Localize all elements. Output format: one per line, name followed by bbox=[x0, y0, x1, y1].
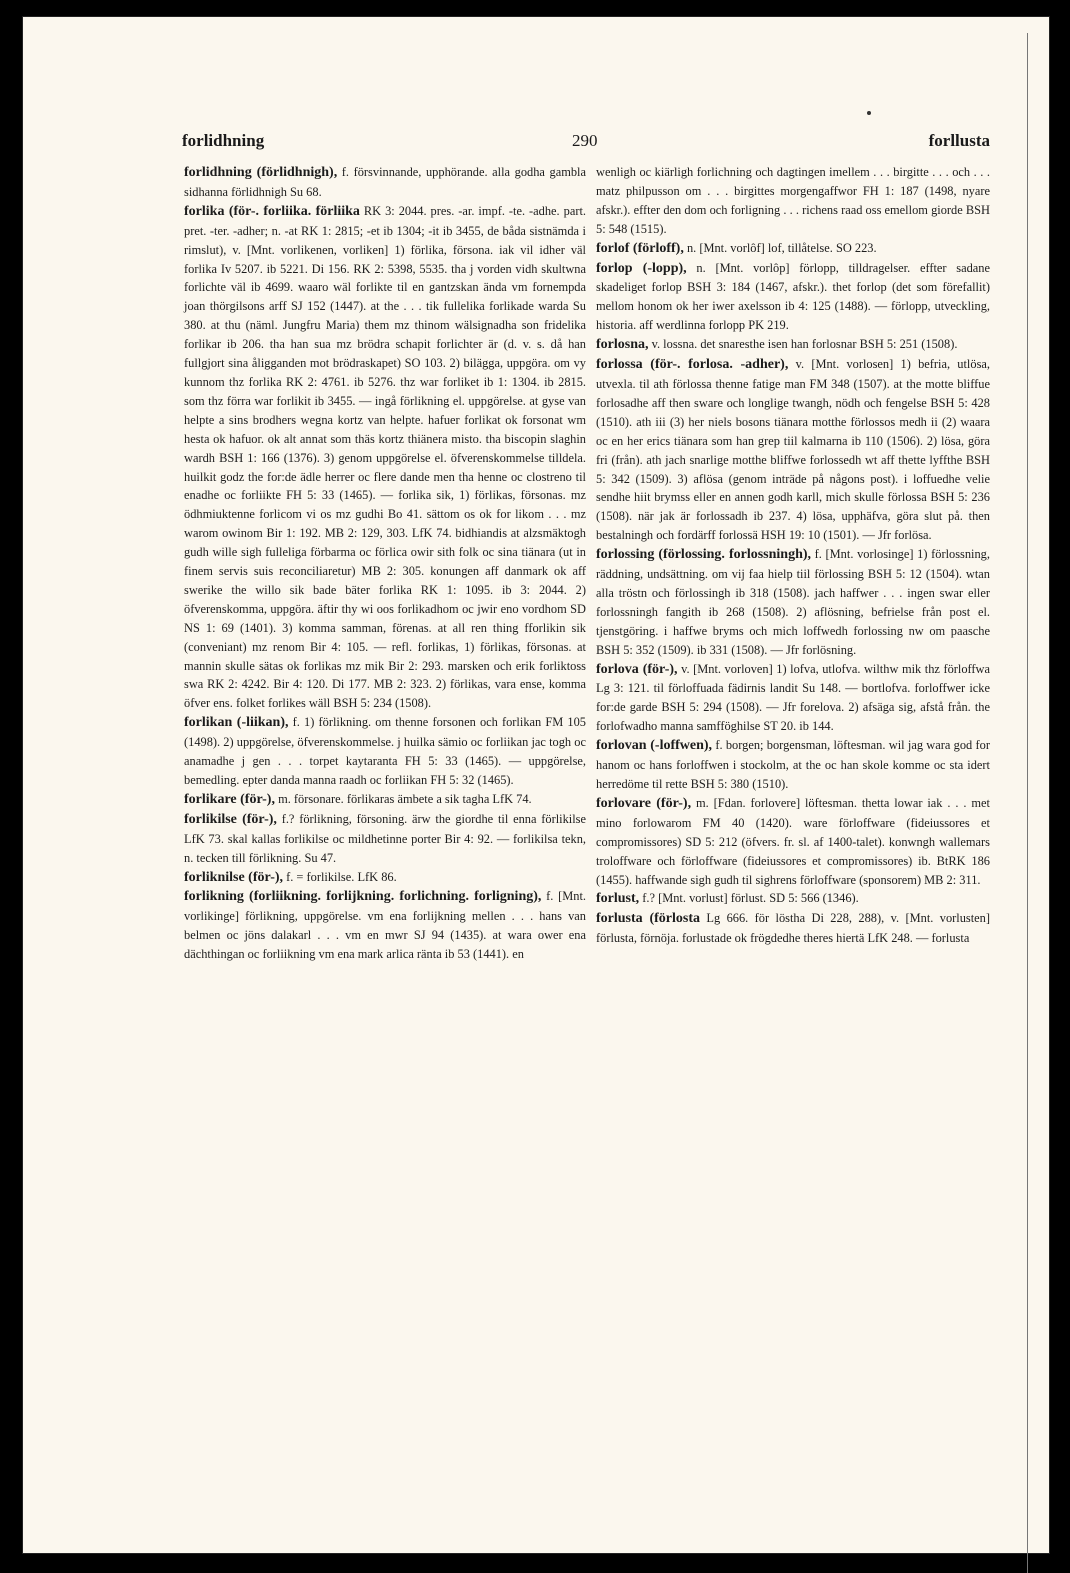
left-column bbox=[184, 163, 586, 964]
entry-headword: forlikilse (för-), bbox=[184, 811, 277, 827]
entry-headword: forlova (för-), bbox=[596, 661, 678, 677]
entry-text: v. [Mnt. vorloven] 1) lofva, utlofva. wilthw mik thz förloffwa Lg 3: 121. til förloffuada fädirnis landit Su 148. — bortlofva. forloffwer icke for:de garde BSH 5: 294 (1508). — Jfr forelova. 2) afsäga sig, afstå från. the forlofwadho manna samfföghilse ST 20. ib 144. bbox=[596, 661, 991, 734]
dictionary-entry bbox=[184, 790, 586, 810]
entry-headword: forlop (-lopp), bbox=[596, 260, 687, 276]
dictionary-entry bbox=[184, 868, 586, 888]
entry-headword: forlusta (förlosta bbox=[596, 911, 701, 927]
entry-text: f.? förlikning, försoning. ärw the giordhe til enna förlikilse LfK 73. skal kallas forlikilse oc mildhetinne porter Bir 4: 92. — forlikilsa tekn, n. tecken till förlikning. Su 47. bbox=[184, 811, 586, 865]
page-speck bbox=[867, 111, 871, 115]
entry-text: v. [Mnt. vorlosen] 1) befria, utlösa, utvexla. til ath förlossa thenne fatige man FM 348 (1507). at the motte bliffue forlosadhe aff then sware och longlige twangh, nödh och fengelse BSH 5: 428 (1510). ath iii (3) her niels bosons tiänara motthe förlossos medh ii (2) waara oc en her erics tiänara som han grep tiil kalmarna ib 110 (1506). 2) lösa, göra fri (från). ath jach snarlige motthe bliffwe forlossedh wt aff thette lyffthe BSH 5: 342 (1509). 3) aflösa (genom inträde på någons post). i loffuedhe velie sendhe hiit brymss eller en annen godh karll, mich skulle förlossa BSH 5: 236 (1508). när jak är forlossadh ib 237. 4) lösa, upphäfva, göra slut på. then bestalningh och fordärff forlossä HSH 19: 10 (1501). — Jfr forlösa. bbox=[596, 357, 990, 543]
dictionary-entry bbox=[596, 736, 990, 794]
entry-headword: forlovare (för-), bbox=[596, 795, 692, 811]
entry-text: n. [Mnt. vorlôf] lof, tillåtelse. SO 223. bbox=[683, 240, 877, 255]
entry-headword: forlidhning (förlidhnigh), bbox=[184, 165, 338, 180]
entry-text: f. [Mnt. vorlikinge] förlikning, uppgörelse. vm ena forlijkning mellen . . . hans van belmen oc jöns dalakarl . . . vm en mwr SJ 94 (1435). at wara ower ena dächthingan oc forliikning vm ena mark arlica ränta ib 53 (1441). en bbox=[184, 889, 586, 962]
entry-text: f. borgen; borgensman, löftesman. wil jag wara god for hanom oc hans forloffwen i stockolm, at the oc han skole komme oc sta idert herredöme til rette BSH 5: 380 (1510). bbox=[596, 738, 990, 791]
entry-headword: forlovan (-loffwen), bbox=[596, 738, 713, 754]
dictionary-entry bbox=[596, 660, 990, 737]
dictionary-entry bbox=[596, 335, 990, 355]
entry-headword: forlossing (förlossing. forlossningh), bbox=[596, 547, 812, 563]
dictionary-entry bbox=[596, 889, 990, 909]
dictionary-entry bbox=[596, 259, 990, 336]
dictionary-entry bbox=[596, 545, 990, 659]
entry-text: v. lossna. det snaresthe isen han forlosnar BSH 5: 251 (1508). bbox=[648, 337, 958, 352]
dictionary-entry bbox=[184, 887, 586, 964]
header-right-guide-word: forllusta bbox=[928, 131, 990, 150]
dictionary-entry bbox=[596, 355, 990, 545]
entry-text: m. [Fdan. forlovere] löftesman. thetta lowar iak . . . met mino forlowarom FM 40 (1420). ware förloffware (fideiussores et compromissores) SD 5: 212 (öfvers. fr. sl. af 1400-talet). konwngh wallemars troloffware och förloffware (fideiussores et compromissores) ib. BtRK 186 (1455). haffwande sigh gudh til sighrens förloffware (sponsorem) MB 2: 311. bbox=[596, 795, 990, 887]
entry-headword: forlossa (för-. forlosa. -adher), bbox=[596, 357, 789, 373]
dictionary-entry bbox=[596, 163, 990, 239]
entry-headword: forliknilse (för-), bbox=[184, 869, 284, 885]
dictionary-entry bbox=[184, 202, 586, 713]
entry-headword: forlof (förloff), bbox=[596, 240, 684, 256]
entry-headword: forlust, bbox=[596, 891, 640, 907]
header-left-guide-word: forlidhning bbox=[182, 131, 265, 150]
entry-headword: forlosna, bbox=[596, 337, 649, 353]
dictionary-entry bbox=[184, 163, 586, 202]
right-column bbox=[596, 163, 990, 948]
dictionary-entry bbox=[596, 239, 990, 259]
dictionary-entry bbox=[596, 909, 990, 948]
dictionary-entry bbox=[184, 713, 586, 790]
entry-text: m. försonare. förlikaras ämbete a sik tagha LfK 74. bbox=[274, 791, 532, 806]
entry-text: f. = forlikilse. LfK 86. bbox=[283, 869, 397, 884]
entry-text: f. 1) förlikning. om thenne forsonen och forlikan FM 105 (1498). 2) uppgörelse, öfverenskommelse. j huilka sämio oc forliikan jac togh oc anamadhe j gen . . . torpet kaytaranta FH 5: 33 (1465). — uppgörelse, bemedling. epter danda manna raadh oc forliikan FH 5: 32 (1465). bbox=[184, 715, 586, 787]
entry-text: f. [Mnt. vorlosinge] 1) förlossning, räddning, undsättning. om vij faa hielp tiil förlossing BSH 5: 12 (1504). wtan alla tröstn och förlossingh ib 318 (1508). jach haffwer . . . ingen swar eller forlossningh fangith ib 268 (1508). 2) aflösning, befrielse från post el. tjenstgöring. i haffwe bryms och mich loffwedh forlossing nw om paasche BSH 5: 352 (1509). ib 331 (1508). — Jfr forlösning. bbox=[596, 547, 990, 657]
entry-headword: forlika (för-. forliika. förliika bbox=[184, 203, 360, 219]
entry-text: f. försvinnande, upphörande. alla godha gambla sidhanna förlidhnigh Su 68. bbox=[184, 165, 586, 199]
entry-text: RK 3: 2044. pres. -ar. impf. -te. -adhe. part. pret. -ter. -adher; n. -at RK 1: 2815; -et ib 1304; -it ib 3455, de båda sistnämda i rimslut), v. [Mnt. vorlikenen, vorliken] 1) förlika, försona. iak vil idher väl forlika Iv 5207. ib 5221. Di 156. RK 2: 5398, 5535. tha j vorden vidh skultwna forlichte väl ib 4699. waaro wäl forlikte til en gantzskan ända vm fornempda joan thörgilsons arff SJ 152 (1447). at the . . . tik fullelika forlikade warda Su 380. at thu (näml. Jungfru Maria) them mz thinom wälsignadha son fridelika forlikar ib 206. tha han sua mz brödra schapit forlichter är (d. v. s. då han fullgjort sina åligganden mot brödraskapet) SO 103. 2) bilägga, uppgöra. om vy kunnom thz forlika RK 2: 4761. ib 5276. thz war forliket ib 1: 1304. ib 2815. som thz förra war forlikit ib 3455. — ingå förlikning el. uppgörelse. at gyse van helpte a sins brodhers wegna kortz van helpte. hafuer forlikat ok forsonat wm hesta ok hafuor. ok alt annat som thäs kortz thiänera misto. tha biscopin slaghin wardh BSH 1: 166 (1376). 3) genom uppgörelse el. öfverenskommelse tilldela. huilkit godz the for:de ädle herrer oc flere dande men tha henne oc clostreno til enadhe oc forliikte FH 5: 33 (1465). — forlika sik, 1) förlikas, försonas. mz ödhmiuktenne forlicom vi os mz gudhi Bo 41. sättom os ok for likom . . . mz warom owinom Bir 1: 192. MB 2: 129, 303. LfK 74. bidhiandis at alzsmäktogh gudh wille sigh fulleliga förbarma oc förlica owir sith folk oc sina tiänara (ut in finem servis suis reconciliaretur) MB 2: 305. konungen aff danmark ok aff swerike the willo sik bade bäter forlika RK 1: 1095. ib 3: 2044. 2) öfverenskomma, uppgöra. äftir thy wi oos forlikadhom oc jwir eno vordhom SD NS 1: 69 (1401). 3) komma samman, förenas. at all ren thing fforlikin sik (conveniant) mz renom Bir 4: 105. — refl. forlikas, 1) förlikas, försonas. at mannin skulle sätas ok forlikas mz mik Bir 2: 293. marsken och erik forliktoss swa RK 2: 4242. Bir 4: 120. Di 177. MB 2: 323. 2) förlikas, vara ense, komma öfver ens. folket forlikes wäll BSH 5: 234 (1508). bbox=[184, 203, 586, 711]
entry-headword: forlikning (forliikning. forlijkning. forlichning. forligning), bbox=[184, 889, 542, 905]
entry-text: wenligh oc kiärligh forlichning och dagtingen imellem . . . birgitte . . . och . . . matz philpusson om . . . birgittes morgengaffwor FH 1: 187 (1498, nyare afskr.). effter den dom och forligning . . . richens raad oss emellom giorde BSH 5: 548 (1515). bbox=[596, 165, 990, 236]
dictionary-entry bbox=[184, 810, 586, 868]
entry-text: f.? [Mnt. vorlust] förlust. SD 5: 566 (1346). bbox=[639, 891, 859, 906]
page-edge-line bbox=[1027, 33, 1038, 1573]
entry-headword: forlikan (-liikan), bbox=[184, 715, 289, 731]
entry-text: n. [Mnt. vorlôp] förlopp, tilldragelser. effter sadane skadeliget forlop BSH 3: 184 (1467, afskr.). thet forlop (det som förefallit) mellom honom ok her iwer axelsson ib 4: 125 (1488). — förlopp, utveckling, historia. aff werdlinna forlopp PK 219. bbox=[596, 260, 990, 333]
entry-headword: forlikare (för-), bbox=[184, 791, 275, 807]
dictionary-entry bbox=[596, 794, 990, 890]
page-number: 290 bbox=[572, 131, 598, 150]
entry-text: Lg 666. för löstha Di 228, 288), v. [Mnt. vorlusten] förlusta, förnöja. forlustade ok frögdedhe theres hiertä LfK 248. — forlusta bbox=[596, 911, 991, 946]
page-header bbox=[182, 131, 990, 155]
